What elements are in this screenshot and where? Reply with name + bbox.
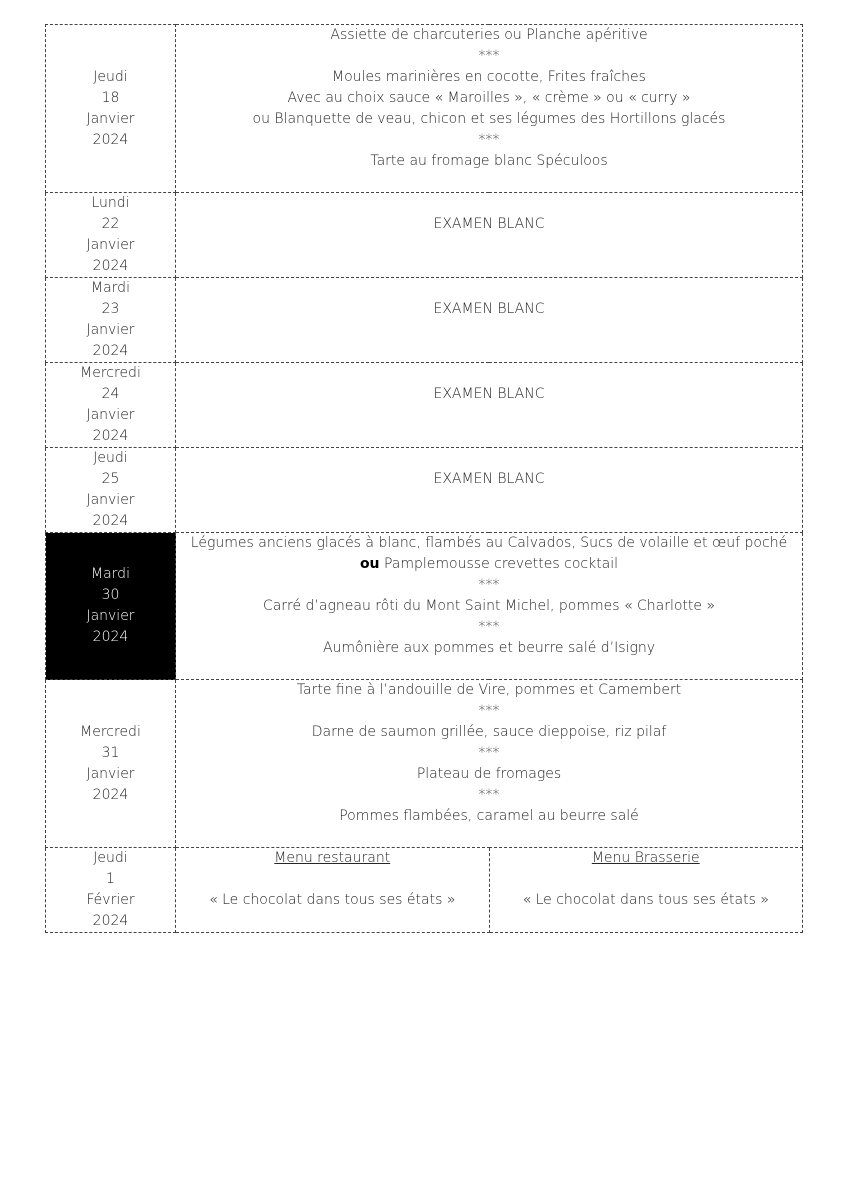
date-number: 23 [101, 301, 120, 317]
table-row [46, 363, 803, 448]
separator-stars: *** [478, 745, 500, 761]
menu-line: ou Blanquette de veau, chicon et ses légumes des Hortillons glacés [252, 111, 726, 127]
menu-line: Assiette de charcuteries ou Planche apéritive [330, 27, 648, 43]
menu-line: Aumônière aux pommes et beurre salé d’Isigny [322, 640, 656, 656]
table-row [46, 533, 803, 680]
separator-stars: *** [478, 619, 500, 635]
menu-line: Darne de saumon grillée, sauce dieppoise, riz pilaf [311, 724, 667, 740]
date-number: 24 [101, 386, 120, 402]
date-year: 2024 [92, 913, 129, 929]
restaurant-menu-text: « Le chocolat dans tous ses états » [209, 892, 456, 908]
separator-stars: *** [478, 48, 500, 64]
exam-label: EXAMEN BLANC [433, 386, 545, 402]
brasserie-menu-text: « Le chocolat dans tous ses états » [522, 892, 769, 908]
date-day: Mardi [91, 566, 130, 582]
menu-line: Moules marinières en cocotte, Frites fraîches [332, 69, 646, 85]
date-cell [46, 448, 176, 533]
restaurant-menu-title: Menu restaurant [274, 850, 391, 866]
date-day: Jeudi [93, 68, 128, 85]
date-year: 2024 [92, 258, 129, 274]
date-cell [46, 680, 176, 848]
menu-line: Légumes anciens glacés à blanc, flambés au Calvados, Sucs de volaille et œuf poché [190, 535, 788, 551]
exam-label: EXAMEN BLANC [433, 471, 545, 487]
separator-stars: *** [478, 787, 500, 803]
brasserie-menu-title: Menu Brasserie [591, 850, 700, 866]
separator-stars: *** [478, 577, 500, 593]
date-day: Jeudi [93, 850, 128, 866]
date-month: Janvier [86, 407, 135, 423]
table-row [46, 448, 803, 533]
date-day: Mercredi [80, 365, 141, 381]
menu-line: Tarte au fromage blanc Spéculoos [370, 153, 608, 169]
menu-line-text: Pamplemousse crevettes cocktail [379, 556, 619, 572]
table-row [46, 193, 803, 278]
separator-stars: *** [478, 132, 500, 148]
date-month: Janvier [86, 322, 135, 338]
menu-cell [176, 533, 803, 680]
exam-label: EXAMEN BLANC [433, 301, 545, 317]
exam-label: EXAMEN BLANC [433, 216, 545, 232]
date-cell-highlighted [46, 533, 176, 680]
date-number: 30 [101, 587, 120, 603]
date-month: Janvier [86, 765, 135, 782]
date-cell [46, 25, 176, 193]
date-cell [46, 193, 176, 278]
menu-table [45, 24, 803, 933]
menu-line: Carré d’agneau rôti du Mont Saint Michel, pommes « Charlotte » [262, 598, 716, 614]
date-cell [46, 848, 176, 933]
menu-cell [176, 448, 803, 533]
date-year: 2024 [92, 629, 129, 645]
menu-cell [176, 278, 803, 363]
menu-line: Plateau de fromages [416, 766, 562, 782]
menu-line-alternative [176, 554, 802, 575]
table-row [46, 278, 803, 363]
date-number: 25 [101, 471, 120, 487]
date-year: 2024 [92, 513, 129, 529]
menu-cell [176, 363, 803, 448]
date-number: 18 [101, 89, 120, 106]
date-day: Mardi [91, 280, 130, 296]
date-month: Janvier [86, 608, 135, 624]
date-year: 2024 [92, 786, 129, 803]
date-year: 2024 [92, 428, 129, 444]
menu-cell [176, 193, 803, 278]
date-month: Janvier [86, 492, 135, 508]
spacer [176, 869, 489, 890]
restaurant-menu-cell [176, 848, 490, 933]
date-month: Janvier [86, 110, 135, 127]
date-month: Janvier [86, 237, 135, 253]
date-year: 2024 [92, 131, 129, 148]
table-row [46, 680, 803, 848]
date-month: Février [86, 892, 135, 908]
date-number: 22 [101, 216, 120, 232]
table-row [46, 848, 803, 933]
date-number: 31 [101, 744, 120, 761]
separator-stars: *** [478, 703, 500, 719]
menu-line: Tarte fine à l’andouille de Vire, pommes et Camembert [296, 682, 682, 698]
date-day: Jeudi [93, 450, 128, 466]
date-cell [46, 363, 176, 448]
date-day: Mercredi [80, 723, 141, 740]
date-day: Lundi [91, 195, 130, 211]
menu-line: Pommes flambées, caramel au beurre salé [339, 808, 639, 824]
date-year: 2024 [92, 343, 129, 359]
menu-line: Avec au choix sauce « Maroilles », « crème » ou « curry » [287, 90, 691, 106]
date-number: 1 [106, 871, 115, 887]
date-cell [46, 278, 176, 363]
menu-cell [176, 25, 803, 193]
brasserie-menu-cell [489, 848, 803, 933]
menu-cell [176, 680, 803, 848]
table-row [46, 25, 803, 193]
ou-label: ou [359, 556, 380, 572]
spacer [490, 869, 803, 890]
